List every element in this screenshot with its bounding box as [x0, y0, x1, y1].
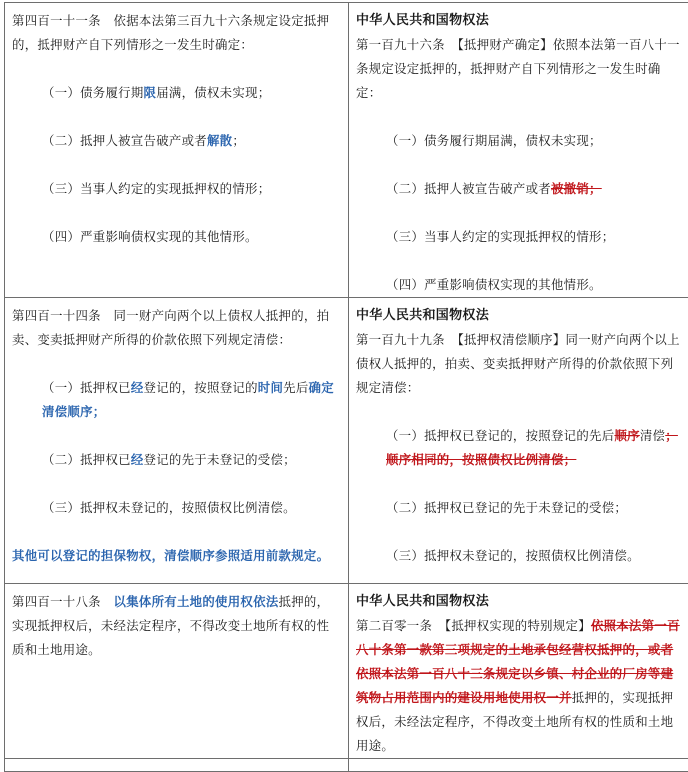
clause-3: （三）抵押权未登记的，按照债权比例清偿。 — [356, 544, 683, 568]
article-intro: 第一百九十九条 【抵押权清偿顺序】同一财产向两个以上债权人抵押的，拍卖、变卖抵押财产所得的价款依照下列规定清偿： — [356, 328, 683, 400]
deleted-text: ；顺序相同的，按照债权比例清偿； — [386, 428, 678, 467]
clause-text: （二）抵押人被宣告破产或者 — [386, 181, 551, 196]
clause-1 — [12, 81, 341, 105]
article-text — [12, 590, 341, 662]
law-title: 中华人民共和国物权法 — [356, 304, 683, 328]
clause-3: （三）当事人约定的实现抵押权的情形； — [12, 177, 341, 201]
property-law-article-196 — [349, 3, 688, 298]
property-law-article-199 — [349, 298, 688, 584]
clause-1 — [356, 424, 683, 472]
clause-text: 届满，债权未实现； — [156, 85, 270, 100]
clause-2: （二）抵押权已登记的先于未登记的受偿； — [356, 496, 683, 520]
clause-4: （四）严重影响债权实现的其他情形。 — [356, 273, 683, 297]
table-row — [5, 759, 688, 772]
clause-text: ； — [232, 133, 245, 148]
clause-text: （二）抵押人被宣告破产或者 — [42, 133, 207, 148]
clause-text: （二）抵押权已 — [42, 452, 131, 467]
property-law-article-201 — [349, 584, 688, 759]
clause-highlight: 经 — [131, 452, 144, 467]
article-intro: 第四百一十四条 同一财产向两个以上债权人抵押的，拍卖、变卖抵押财产所得的价款依照下列规定清偿： — [12, 304, 341, 352]
empty-cell — [349, 759, 688, 772]
clause-text: 抵押的，实现抵押权后，未经法定程序，不得改变土地所有权的性质和土地用途。 — [356, 690, 673, 753]
civil-code-article-418 — [5, 584, 349, 759]
article-number: 第二百零一条 【抵押权实现的特别规定】 — [356, 618, 591, 633]
deleted-text: 被撤销； — [551, 181, 602, 196]
clause-highlight: 解散 — [207, 133, 232, 148]
clause-2 — [12, 448, 341, 472]
clause-1: （一）债务履行期届满，债权未实现； — [356, 129, 683, 153]
clause-text: 先后 — [283, 380, 308, 395]
clause-highlight: 以集体所有土地的使用权依法 — [114, 594, 279, 609]
clause-3: （三）当事人约定的实现抵押权的情形； — [356, 225, 683, 249]
clause-text: （一）抵押权已登记的，按照登记的先后 — [386, 428, 614, 443]
clause-highlight: 时间 — [258, 380, 283, 395]
clause-4: （四）严重影响债权实现的其他情形。 — [12, 225, 341, 249]
clause-1 — [12, 376, 341, 424]
clause-text: 抵押的，实现抵押权后，未经法定程序，不得改变土地所有权的性质和土地用途。 — [12, 594, 329, 657]
article-text — [356, 614, 683, 758]
article-intro: 第四百一十一条 依据本法第三百九十六条规定设定抵押的，抵押财产自下列情形之一发生时确定： — [12, 9, 341, 57]
table-row — [5, 3, 688, 298]
deleted-text: 顺序 — [614, 428, 639, 443]
law-title: 中华人民共和国物权法 — [356, 9, 683, 33]
empty-cell — [5, 759, 349, 772]
deleted-text: 依照本法第一百八十条第一款第三项规定的土地承包经营权抵押的，或者依照本法第一百八十三条规定以乡镇、村企业的厂房等建筑物占用范围内的建设用地使用权一并 — [356, 618, 680, 705]
civil-code-article-411 — [5, 3, 349, 298]
clause-highlight: 限 — [144, 85, 157, 100]
comparison-table — [4, 2, 688, 772]
law-title: 中华人民共和国物权法 — [356, 590, 683, 614]
clause-text: （一）债务履行期 — [42, 85, 144, 100]
clause-2 — [12, 129, 341, 153]
article-intro: 第一百九十六条 【抵押财产确定】依照本法第一百八十一条规定设定抵押的，抵押财产自下列情形之一发生时确定： — [356, 33, 683, 105]
table-row — [5, 298, 688, 584]
clause-text: 登记的先于未登记的受偿； — [144, 452, 296, 467]
article-number: 第四百一十八条 — [12, 594, 114, 609]
clause-text: （一）抵押权已 — [42, 380, 131, 395]
clause-highlight: 经 — [131, 380, 144, 395]
clause-3: （三）抵押权未登记的，按照债权比例清偿。 — [12, 496, 341, 520]
clause-text: 登记的，按照登记的 — [144, 380, 258, 395]
clause-2 — [356, 177, 683, 201]
clause-text: 清偿 — [640, 428, 665, 443]
civil-code-article-414 — [5, 298, 349, 584]
added-paragraph: 其他可以登记的担保物权，清偿顺序参照适用前款规定。 — [12, 544, 341, 568]
clause-highlight: 确定清偿顺序； — [42, 380, 334, 419]
table-row — [5, 584, 688, 759]
